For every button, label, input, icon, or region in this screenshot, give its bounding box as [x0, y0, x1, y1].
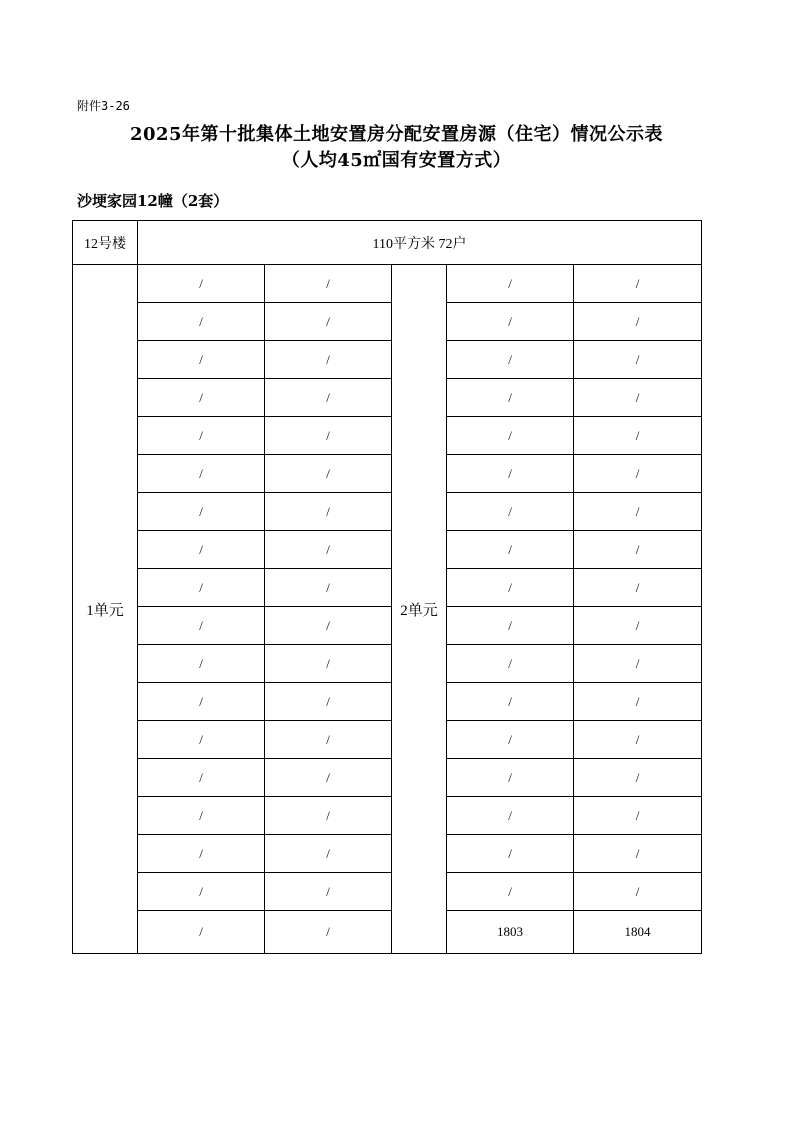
room-cell: / [265, 455, 392, 493]
table-row [73, 493, 702, 531]
room-cell: / [447, 873, 574, 911]
room-cell: / [138, 683, 265, 721]
room-cell: / [447, 835, 574, 873]
room-cell: / [138, 379, 265, 417]
room-cell: / [265, 265, 392, 303]
room-cell: / [447, 721, 574, 759]
room-cell: / [574, 417, 702, 455]
room-cell: / [138, 265, 265, 303]
room-cell: / [265, 569, 392, 607]
room-cell: / [574, 759, 702, 797]
room-cell: / [138, 835, 265, 873]
table-row [73, 721, 702, 759]
room-cell: / [447, 417, 574, 455]
room-cell: / [265, 911, 392, 954]
unit-2-label: 2单元 [392, 265, 447, 954]
room-cell: / [138, 341, 265, 379]
section-heading: 沙埂家园12幢（2套） [77, 192, 229, 210]
room-cell: / [265, 873, 392, 911]
table-row [73, 265, 702, 303]
room-cell: / [574, 455, 702, 493]
room-cell: / [447, 379, 574, 417]
table-row [73, 911, 702, 954]
room-cell: / [265, 683, 392, 721]
room-cell: / [265, 341, 392, 379]
room-cell: 1804 [574, 911, 702, 954]
room-cell: / [447, 303, 574, 341]
room-cell: / [574, 379, 702, 417]
table-row [73, 683, 702, 721]
room-cell: / [265, 797, 392, 835]
room-cell: / [138, 417, 265, 455]
room-cell: / [265, 493, 392, 531]
room-cell: / [447, 569, 574, 607]
unit-1-label: 1单元 [73, 265, 138, 954]
building-cell: 12号楼 [73, 221, 138, 265]
room-cell: / [265, 759, 392, 797]
room-cell: / [574, 797, 702, 835]
room-cell: / [265, 645, 392, 683]
room-cell: / [265, 379, 392, 417]
room-cell: / [574, 873, 702, 911]
table-row [73, 835, 702, 873]
table-row [73, 379, 702, 417]
room-cell: / [265, 721, 392, 759]
room-cell: / [138, 759, 265, 797]
table-header-row [73, 221, 702, 265]
spec-cell: 110平方米 72户 [138, 221, 702, 265]
room-cell: / [138, 607, 265, 645]
table-row [73, 797, 702, 835]
room-cell: / [138, 493, 265, 531]
table-row [73, 607, 702, 645]
room-cell: 1803 [447, 911, 574, 954]
attachment-label: 附件3-26 [77, 99, 130, 113]
room-cell: / [138, 911, 265, 954]
room-cell: / [574, 721, 702, 759]
room-cell: / [447, 455, 574, 493]
table-row [73, 645, 702, 683]
room-cell: / [447, 341, 574, 379]
room-cell: / [138, 645, 265, 683]
table-row [73, 759, 702, 797]
room-cell: / [265, 303, 392, 341]
room-cell: / [265, 607, 392, 645]
room-cell: / [574, 645, 702, 683]
room-cell: / [138, 797, 265, 835]
page-subtitle: （人均45㎡国有安置方式） [281, 150, 512, 171]
room-cell: / [447, 759, 574, 797]
table-row [73, 455, 702, 493]
room-cell: / [447, 645, 574, 683]
room-cell: / [447, 265, 574, 303]
room-cell: / [138, 569, 265, 607]
room-cell: / [447, 683, 574, 721]
table-row [73, 303, 702, 341]
room-cell: / [574, 607, 702, 645]
room-cell: / [138, 721, 265, 759]
table-row [73, 873, 702, 911]
room-cell: / [265, 835, 392, 873]
room-cell: / [138, 455, 265, 493]
room-cell: / [138, 303, 265, 341]
table-row [73, 417, 702, 455]
room-cell: / [574, 569, 702, 607]
room-cell: / [447, 797, 574, 835]
room-cell: / [574, 341, 702, 379]
room-cell: / [574, 265, 702, 303]
room-cell: / [265, 531, 392, 569]
room-cell: / [265, 417, 392, 455]
room-cell: / [447, 531, 574, 569]
room-cell: / [574, 493, 702, 531]
table-row [73, 341, 702, 379]
page-title: 2025年第十批集体土地安置房分配安置房源（住宅）情况公示表 [129, 124, 664, 145]
housing-table [72, 220, 702, 954]
room-cell: / [447, 493, 574, 531]
room-cell: / [574, 303, 702, 341]
room-cell: / [574, 835, 702, 873]
table-row [73, 531, 702, 569]
room-cell: / [138, 531, 265, 569]
room-cell: / [138, 873, 265, 911]
table-row [73, 569, 702, 607]
room-cell: / [447, 607, 574, 645]
room-cell: / [574, 531, 702, 569]
room-cell: / [574, 683, 702, 721]
